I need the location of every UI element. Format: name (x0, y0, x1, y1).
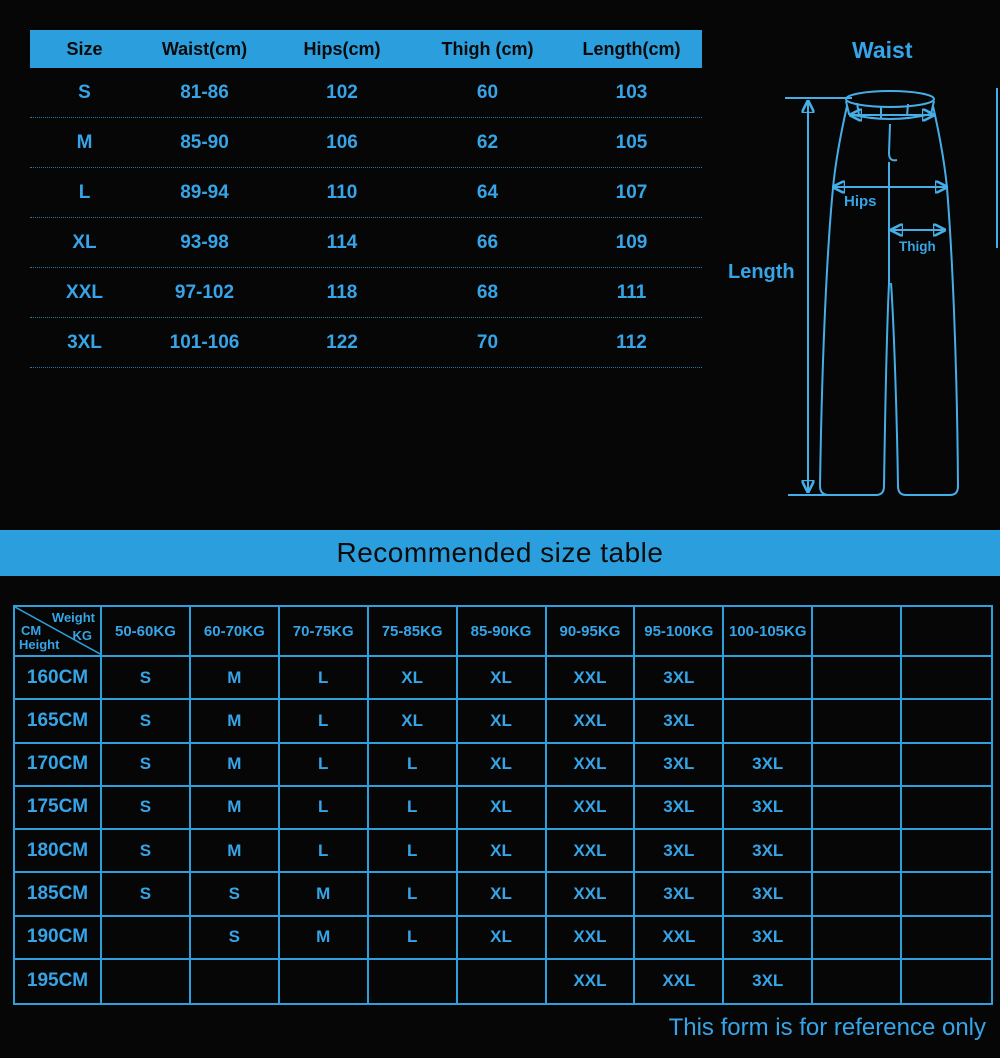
recommended-size-cell: XL (458, 744, 547, 787)
recommended-size-cell: L (280, 787, 369, 830)
recommended-size-cell: L (369, 787, 458, 830)
measurements-row (30, 118, 702, 168)
measurements-col-header: Size (66, 38, 103, 59)
recommended-size-cell: M (191, 787, 280, 830)
recommended-size-cell (902, 787, 991, 830)
measurements-row (30, 268, 702, 318)
recommended-size-cell: M (280, 917, 369, 960)
measurements-col-header: Hips(cm) (303, 38, 381, 59)
measurements-cell: L (78, 181, 91, 203)
recommended-size-cell: XL (458, 830, 547, 873)
recommended-size-cell: L (369, 917, 458, 960)
recommended-size-cell: XXL (547, 787, 636, 830)
corner-height-label: Height (19, 637, 60, 652)
recommended-size-cell: 3XL (635, 787, 724, 830)
recommended-size-cell: S (191, 873, 280, 916)
recommended-size-cell: S (102, 657, 191, 700)
height-row-label: 165CM (15, 700, 102, 743)
measurements-cell: 89-94 (180, 181, 229, 203)
measurements-cell: 70 (476, 331, 499, 353)
height-row-label: 185CM (15, 873, 102, 916)
recommended-size-cell: XL (458, 700, 547, 743)
corner-cm-label: CM (21, 623, 42, 638)
measurements-table-body (30, 68, 702, 368)
recommended-size-cell: M (191, 744, 280, 787)
measurements-cell: 122 (326, 331, 358, 353)
measurements-cell: 60 (476, 81, 499, 103)
thigh-label: Thigh (899, 239, 936, 254)
measurements-cell: 97-102 (174, 281, 235, 303)
recommended-size-cell: M (191, 830, 280, 873)
recommended-size-cell: 3XL (724, 744, 813, 787)
cropped-edge-line (996, 88, 998, 248)
measurements-row (30, 318, 702, 368)
recommended-size-cell: S (191, 917, 280, 960)
recommended-size-cell (458, 960, 547, 1003)
recommended-size-cell: XL (369, 657, 458, 700)
measurements-table-header (30, 30, 702, 68)
height-row-label: 175CM (15, 787, 102, 830)
recommended-size-cell (902, 960, 991, 1003)
measurements-cell: 114 (326, 231, 358, 253)
recommended-size-cell (102, 917, 191, 960)
recommended-size-cell (813, 744, 902, 787)
height-row-label: 170CM (15, 744, 102, 787)
measurements-cell: M (76, 131, 93, 153)
recommended-size-cell: L (369, 830, 458, 873)
recommended-size-cell: XXL (635, 960, 724, 1003)
recommended-size-cell (902, 700, 991, 743)
measurements-cell: 109 (615, 231, 648, 253)
recommended-size-cell: XXL (547, 830, 636, 873)
measurements-cell: 107 (615, 181, 648, 203)
recommended-size-cell: XXL (547, 873, 636, 916)
recommended-size-cell: L (280, 830, 369, 873)
recommended-size-cell: XXL (547, 960, 636, 1003)
pants-measurement-diagram (700, 25, 1000, 515)
weight-col-header: 85-90KG (458, 607, 547, 657)
recommended-size-cell: XXL (547, 700, 636, 743)
recommended-size-cell (813, 830, 902, 873)
recommended-size-cell: L (280, 700, 369, 743)
recommended-size-cell (102, 960, 191, 1003)
recommended-size-cell: XXL (547, 657, 636, 700)
recommended-size-cell: XL (458, 873, 547, 916)
recommended-size-cell: XL (458, 787, 547, 830)
recommended-size-cell (813, 917, 902, 960)
recommended-size-cell: XL (369, 700, 458, 743)
recommended-size-cell: 3XL (635, 700, 724, 743)
recommended-size-cell (369, 960, 458, 1003)
measurements-cell: 81-86 (180, 81, 229, 103)
corner-header-cell (15, 607, 102, 657)
recommended-size-cell (902, 657, 991, 700)
measurements-cell: 3XL (67, 331, 102, 353)
recommended-size-cell (902, 873, 991, 916)
recommended-size-cell: S (102, 744, 191, 787)
recommended-size-banner: Recommended size table (0, 530, 1000, 576)
recommended-size-cell (902, 830, 991, 873)
recommended-size-cell (902, 744, 991, 787)
recommended-size-table (13, 605, 993, 1005)
recommended-size-cell (813, 787, 902, 830)
measurements-col-header: Length(cm) (582, 38, 681, 59)
recommended-size-cell: 3XL (724, 830, 813, 873)
measurements-cell: 68 (476, 281, 499, 303)
recommended-size-cell: XL (458, 657, 547, 700)
measurements-cell: 103 (615, 81, 648, 103)
recommended-size-cell (191, 960, 280, 1003)
recommended-size-cell (280, 960, 369, 1003)
waist-label: Waist (852, 37, 913, 63)
recommended-size-cell: L (369, 873, 458, 916)
weight-col-header: 95-100KG (635, 607, 724, 657)
measurements-cell: 101-106 (169, 331, 240, 353)
recommended-size-cell: XXL (635, 917, 724, 960)
recommended-size-cell (724, 657, 813, 700)
length-label: Length (728, 261, 795, 283)
recommended-size-cell: M (280, 873, 369, 916)
recommended-size-cell: 3XL (724, 917, 813, 960)
recommended-size-cell: 3XL (724, 960, 813, 1003)
measurements-cell: 112 (616, 331, 647, 353)
recommended-size-cell: S (102, 873, 191, 916)
measurements-cell: XXL (66, 281, 103, 303)
measurements-cell: S (78, 81, 91, 103)
weight-col-header: 75-85KG (369, 607, 458, 657)
recommended-size-cell: S (102, 700, 191, 743)
measurements-cell: 106 (326, 131, 358, 153)
measurements-cell: 85-90 (180, 131, 229, 153)
measurements-table (30, 30, 702, 368)
recommended-size-cell (813, 873, 902, 916)
measurements-row (30, 68, 702, 118)
height-row-label: 195CM (15, 960, 102, 1003)
waistband-opening (846, 91, 934, 107)
corner-weight-label: Weight (51, 610, 95, 625)
measurements-cell: 62 (476, 131, 499, 153)
recommended-size-cell: 3XL (635, 873, 724, 916)
measurements-cell: 102 (326, 81, 358, 103)
recommended-size-cell: M (191, 700, 280, 743)
fly-seam (889, 124, 897, 160)
right-leg-outline (891, 106, 958, 495)
weight-col-header (813, 607, 902, 657)
weight-col-header: 60-70KG (191, 607, 280, 657)
recommended-size-cell: S (102, 830, 191, 873)
weight-col-header: 70-75KG (280, 607, 369, 657)
corner-kg-label: KG (72, 628, 92, 643)
recommended-size-cell: XL (458, 917, 547, 960)
measurements-cell: 110 (326, 181, 358, 203)
reference-only-note: This form is for reference only (668, 1014, 986, 1041)
weight-col-header: 50-60KG (102, 607, 191, 657)
recommended-size-cell: L (280, 657, 369, 700)
measurements-cell: 105 (615, 131, 648, 153)
recommended-size-cell: L (280, 744, 369, 787)
weight-col-header: 100-105KG (724, 607, 813, 657)
recommended-size-cell (813, 960, 902, 1003)
measurements-cell: 66 (476, 231, 499, 253)
recommended-size-cell (902, 917, 991, 960)
recommended-size-cell: S (102, 787, 191, 830)
recommended-size-cell: 3XL (724, 873, 813, 916)
recommended-size-cell: 3XL (635, 657, 724, 700)
recommended-size-cell: 3XL (635, 744, 724, 787)
measurements-cell: 118 (326, 281, 358, 303)
recommended-size-cell (724, 700, 813, 743)
measurements-cell: XL (72, 231, 97, 253)
recommended-size-cell: 3XL (724, 787, 813, 830)
measurements-col-header: Waist(cm) (161, 38, 248, 59)
recommended-size-cell: L (369, 744, 458, 787)
hips-label: Hips (844, 193, 877, 210)
recommended-size-cell (813, 657, 902, 700)
weight-col-header (902, 607, 991, 657)
height-row-label: 160CM (15, 657, 102, 700)
recommended-size-cell: XXL (547, 744, 636, 787)
measurements-row (30, 168, 702, 218)
measurements-col-header: Thigh (cm) (441, 38, 534, 59)
height-row-label: 180CM (15, 830, 102, 873)
recommended-size-cell: XXL (547, 917, 636, 960)
measurements-cell: 64 (476, 181, 499, 203)
measurements-cell: 111 (616, 281, 647, 303)
recommended-size-cell: M (191, 657, 280, 700)
recommended-size-cell (813, 700, 902, 743)
measurements-cell: 93-98 (180, 231, 229, 253)
measurements-row (30, 218, 702, 268)
left-leg-outline (820, 106, 889, 495)
weight-col-header: 90-95KG (547, 607, 636, 657)
recommended-size-cell: 3XL (635, 830, 724, 873)
height-row-label: 190CM (15, 917, 102, 960)
